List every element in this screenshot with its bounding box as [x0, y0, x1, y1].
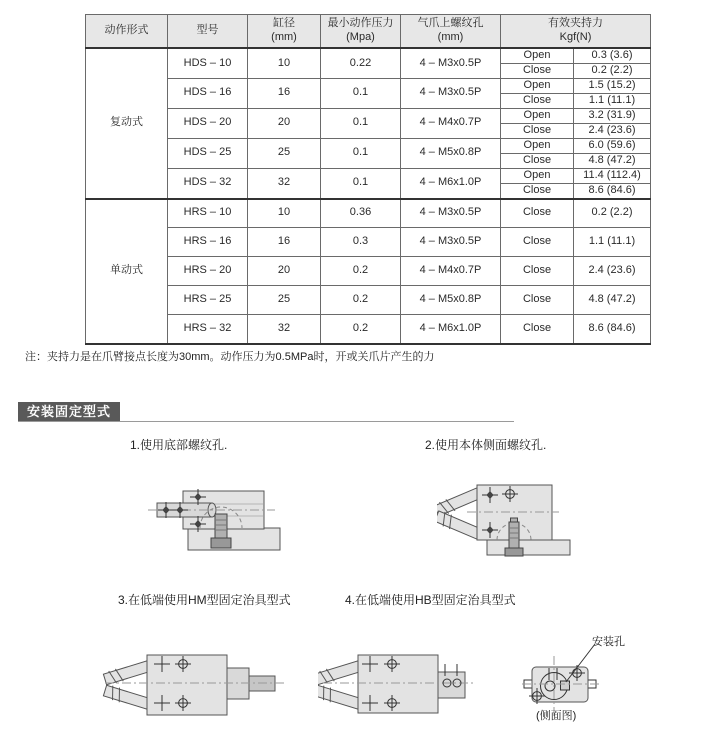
mounting-hole-label: 安装孔 — [592, 636, 625, 648]
col-header-model: 型号 — [168, 15, 248, 49]
force-value-cell: 0.3 (3.6) — [574, 48, 651, 63]
diagram-side-mount — [437, 456, 627, 578]
pressure-cell: 0.1 — [321, 78, 401, 108]
diagram-hb-jig — [318, 636, 518, 737]
force-state-cell: Open — [501, 138, 574, 153]
action-type-cell: 复动式 — [86, 48, 168, 199]
section-header-rule — [18, 402, 514, 422]
force-state-cell: Open — [501, 78, 574, 93]
action-type-cell: 单动式 — [86, 199, 168, 344]
col-header-bore-line1: 缸径 — [273, 17, 295, 30]
thread-cell: 4 – M3x0.5P — [401, 228, 501, 257]
force-state-cell: Open — [501, 48, 574, 63]
force-state-cell: Close — [501, 183, 574, 198]
table-note: 注：夹持力是在爪臂接点长度为30mm。动作压力为0.5MPa时，开或关爪片产生的力 — [25, 351, 435, 363]
col-header-bore — [248, 15, 321, 49]
force-value-cell: 6.0 (59.6) — [574, 138, 651, 153]
col-header-pressure — [321, 15, 401, 49]
thread-cell: 4 – M3x0.5P — [401, 199, 501, 228]
thread-cell: 4 – M6x1.0P — [401, 315, 501, 344]
force-state-cell: Close — [501, 93, 574, 108]
table-header-row — [86, 15, 651, 49]
pressure-cell: 0.2 — [321, 257, 401, 286]
thread-cell: 4 – M4x0.7P — [401, 257, 501, 286]
force-state-cell: Close — [501, 315, 574, 344]
force-state-cell: Close — [501, 153, 574, 168]
col-header-bore-line2: (mm) — [271, 31, 297, 43]
model-cell: HRS – 16 — [168, 228, 248, 257]
bore-cell: 10 — [248, 199, 321, 228]
table-row — [86, 286, 651, 315]
model-cell: HRS – 32 — [168, 315, 248, 344]
col-header-thread-line2: (mm) — [437, 31, 464, 43]
caption-bottom-mount: 1.使用底部螺纹孔. — [130, 438, 228, 452]
thread-cell: 4 – M4x0.7P — [401, 108, 501, 138]
force-value-cell: 1.5 (15.2) — [574, 78, 651, 93]
thread-cell: 4 – M5x0.8P — [401, 286, 501, 315]
pressure-cell: 0.2 — [321, 315, 401, 344]
caption-side-mount: 2.使用本体侧面螺纹孔. — [425, 438, 547, 452]
force-state-cell: Close — [501, 123, 574, 138]
table-row — [86, 315, 651, 344]
table-row — [86, 257, 651, 286]
force-value-cell: 4.8 (47.2) — [574, 153, 651, 168]
col-header-action-type: 动作形式 — [86, 15, 168, 49]
force-value-cell: 11.4 (112.4) — [574, 168, 651, 183]
bore-cell: 16 — [248, 78, 321, 108]
force-value-cell: 1.1 (11.1) — [574, 228, 651, 257]
col-header-thread-line1: 气爪上螺纹孔 — [417, 17, 484, 30]
pressure-cell: 0.1 — [321, 138, 401, 168]
table-row — [86, 199, 651, 228]
table-row — [86, 108, 651, 123]
table-row — [86, 138, 651, 153]
pressure-cell: 0.3 — [321, 228, 401, 257]
force-value-cell: 8.6 (84.6) — [574, 183, 651, 198]
bore-cell: 25 — [248, 138, 321, 168]
bore-cell: 25 — [248, 286, 321, 315]
thread-cell: 4 – M6x1.0P — [401, 168, 501, 198]
table-row — [86, 78, 651, 93]
caption-hb-jig: 4.在低端使用HB型固定治具型式 — [345, 593, 516, 607]
pressure-cell: 0.1 — [321, 168, 401, 198]
model-cell: HDS – 32 — [168, 168, 248, 198]
force-state-cell: Open — [501, 168, 574, 183]
force-value-cell: 8.6 (84.6) — [574, 315, 651, 344]
table-row — [86, 48, 651, 63]
model-cell: HDS – 16 — [168, 78, 248, 108]
force-value-cell: 4.8 (47.2) — [574, 286, 651, 315]
force-value-cell: 2.4 (23.6) — [574, 123, 651, 138]
force-state-cell: Close — [501, 228, 574, 257]
model-cell: HRS – 10 — [168, 199, 248, 228]
bore-cell: 20 — [248, 257, 321, 286]
model-cell: HDS – 25 — [168, 138, 248, 168]
section-title: 安装固定型式 — [18, 402, 120, 421]
col-header-force-line2: Kgf(N) — [559, 31, 592, 43]
thread-cell: 4 – M3x0.5P — [401, 78, 501, 108]
table-row — [86, 168, 651, 183]
pressure-cell: 0.22 — [321, 48, 401, 78]
force-value-cell: 0.2 (2.2) — [574, 199, 651, 228]
pressure-cell: 0.36 — [321, 199, 401, 228]
bore-cell: 32 — [248, 315, 321, 344]
bore-cell: 16 — [248, 228, 321, 257]
model-cell: HDS – 20 — [168, 108, 248, 138]
force-state-cell: Close — [501, 257, 574, 286]
col-header-pressure-line2: (Mpa) — [346, 31, 375, 43]
thread-cell: 4 – M5x0.8P — [401, 138, 501, 168]
model-cell: HRS – 20 — [168, 257, 248, 286]
model-cell: HDS – 10 — [168, 48, 248, 78]
diagram-hm-jig — [95, 636, 295, 737]
caption-hm-jig: 3.在低端使用HM型固定治具型式 — [118, 593, 291, 607]
force-value-cell: 3.2 (31.9) — [574, 108, 651, 123]
bore-cell: 32 — [248, 168, 321, 198]
force-state-cell: Close — [501, 63, 574, 78]
force-value-cell: 0.2 (2.2) — [574, 63, 651, 78]
col-header-grip-force — [501, 15, 651, 49]
col-header-thread — [401, 15, 501, 49]
force-value-cell: 2.4 (23.6) — [574, 257, 651, 286]
bore-cell: 10 — [248, 48, 321, 78]
side-view-caption: (侧面图) — [536, 710, 577, 722]
force-state-cell: Close — [501, 286, 574, 315]
force-state-cell: Open — [501, 108, 574, 123]
pressure-cell: 0.2 — [321, 286, 401, 315]
force-value-cell: 1.1 (11.1) — [574, 93, 651, 108]
pressure-cell: 0.1 — [321, 108, 401, 138]
bore-cell: 20 — [248, 108, 321, 138]
col-header-pressure-line1: 最小动作压力 — [327, 17, 394, 30]
model-cell: HRS – 25 — [168, 286, 248, 315]
thread-cell: 4 – M3x0.5P — [401, 48, 501, 78]
force-state-cell: Close — [501, 199, 574, 228]
spec-table — [85, 14, 651, 345]
col-header-force-line1: 有效夹持力 — [548, 17, 603, 30]
diagram-bottom-mount — [140, 464, 310, 576]
table-row — [86, 228, 651, 257]
